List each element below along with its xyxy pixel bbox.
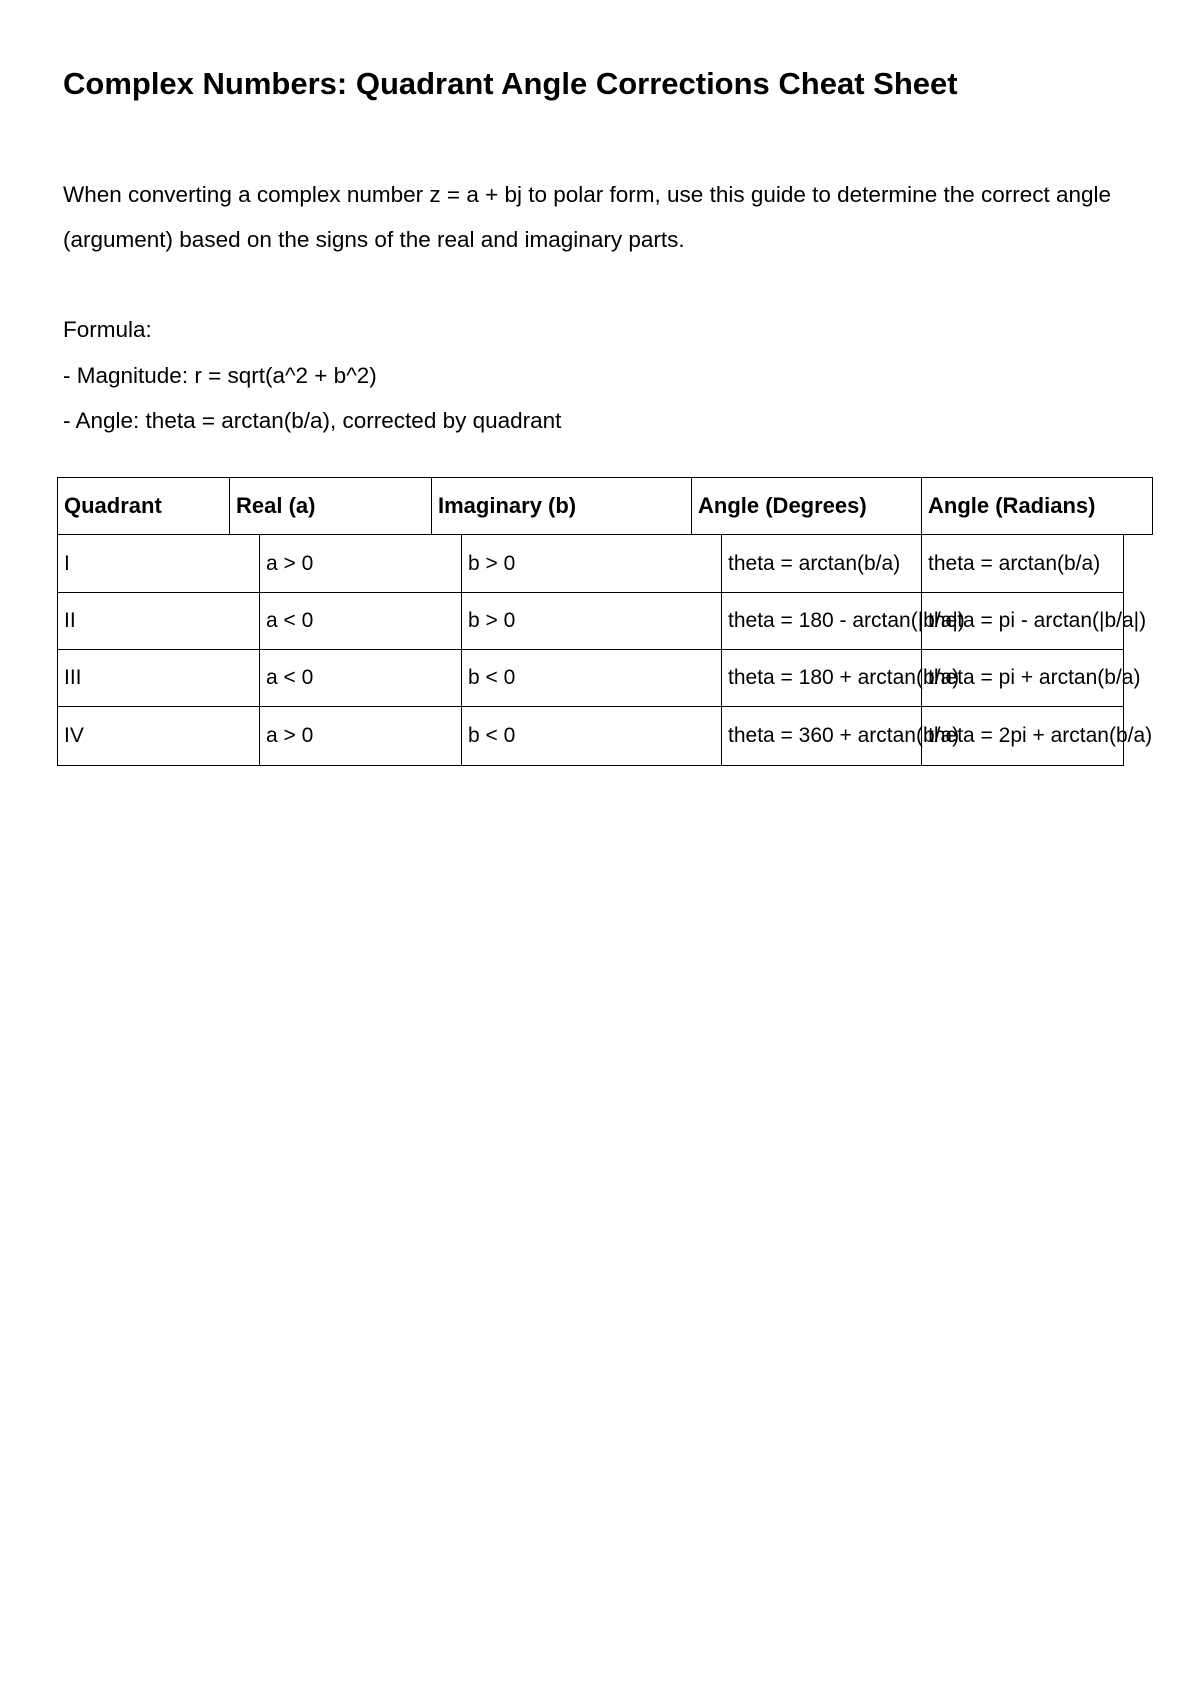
table-cell-real-i: a > 0 — [259, 534, 462, 593]
table-cell-radians-iii: theta = pi + arctan(b/a) — [921, 649, 1124, 707]
table-cell-degrees-i: theta = arctan(b/a) — [721, 534, 922, 593]
table-cell-imaginary-iv: b < 0 — [461, 706, 722, 766]
header-angle-degrees: Angle (Degrees) — [691, 477, 922, 535]
table-cell-quadrant-iv: IV — [57, 706, 260, 766]
table-cell-radians-iv: theta = 2pi + arctan(b/a) — [921, 706, 1124, 766]
header-imaginary: Imaginary (b) — [431, 477, 692, 535]
formula-magnitude: - Magnitude: r = sqrt(a^2 + b^2) — [63, 363, 377, 388]
table-cell-degrees-ii: theta = 180 - arctan(|b/a|) — [721, 592, 922, 650]
table-cell-real-iv: a > 0 — [259, 706, 462, 766]
table-cell-quadrant-i: I — [57, 534, 260, 593]
table-cell-quadrant-iii: III — [57, 649, 260, 707]
formula-heading: Formula: — [63, 317, 152, 342]
table-cell-real-ii: a < 0 — [259, 592, 462, 650]
table-cell-real-iii: a < 0 — [259, 649, 462, 707]
table-cell-degrees-iii: theta = 180 + arctan(b/a) — [721, 649, 922, 707]
header-real: Real (a) — [229, 477, 432, 535]
formula-angle: - Angle: theta = arctan(b/a), corrected by quadrant — [63, 408, 562, 433]
table-cell-radians-ii: theta = pi - arctan(|b/a|) — [921, 592, 1124, 650]
table-cell-imaginary-i: b > 0 — [461, 534, 722, 593]
header-angle-radians: Angle (Radians) — [921, 477, 1153, 535]
table-cell-quadrant-ii: II — [57, 592, 260, 650]
table-cell-imaginary-ii: b > 0 — [461, 592, 722, 650]
table-cell-radians-i: theta = arctan(b/a) — [921, 534, 1124, 593]
table-cell-degrees-iv: theta = 360 + arctan(b/a) — [721, 706, 922, 766]
intro-paragraph: When converting a complex number z = a + bj to polar form, use this guide to determine the correct angle (argument) based on the signs of the real and imaginary parts. — [63, 182, 1112, 252]
header-quadrant: Quadrant — [57, 477, 230, 535]
table-cell-imaginary-iii: b < 0 — [461, 649, 722, 707]
page-title: Complex Numbers: Quadrant Angle Corrections Cheat Sheet — [63, 66, 958, 101]
